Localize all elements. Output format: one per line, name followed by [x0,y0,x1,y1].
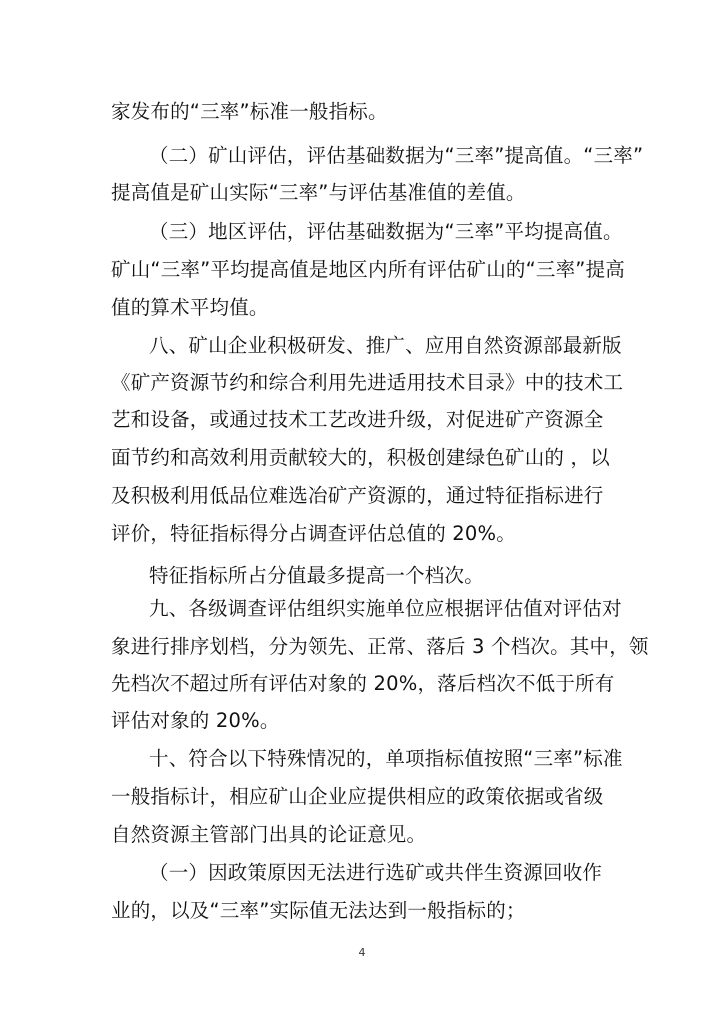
text-line: （三）地区评估，评估基础数据为“三率”平均提高值。 [149,220,623,243]
text-line: 象进行排序划档，分为领先、正常、落后 3 个档次。其中，领 [111,635,649,658]
text-line: 及积极利用低品位难选冶矿产资源的，通过特征指标进行 [111,484,604,507]
text-line: 评价，特征指标得分占调查评估总值的 20%。 [111,522,516,545]
text-line: 提高值是矿山实际“三率”与评估基准值的差值。 [111,181,526,204]
text-line: 评估对象的 20%。 [111,709,280,732]
text-line: 艺和设备，或通过技术工艺改进升级，对促进矿产资源全 [111,408,604,431]
text-line: 八、矿山企业积极研发、推广、应用自然资源部最新版 [149,334,622,357]
text-line: 九、各级调查评估组织实施单位应根据评估值对评估对 [149,597,622,620]
text-line: 值的算术平均值。 [111,296,269,319]
text-line: 家发布的“三率”标准一般指标。 [111,100,388,123]
text-line: 《矿产资源节约和综合利用先进适用技术目录》中的技术工 [111,371,624,394]
text-line: （二）矿山评估，评估基础数据为“三率”提高值。“三率” [149,144,644,167]
text-line: 先档次不超过所有评估对象的 20%，落后档次不低于所有 [111,672,615,695]
text-line: （一）因政策原因无法进行选矿或共伴生资源回收作 [149,861,603,884]
text-line: 矿山“三率”平均提高值是地区内所有评估矿山的“三率”提高 [111,258,626,281]
text-line: 自然资源主管部门出具的论证意见。 [111,823,427,846]
page-number: 4 [358,946,366,959]
text-line: 面节约和高效利用贡献较大的，积极创建绿色矿山的 ，以 [111,446,610,469]
text-line: 十、符合以下特殊情况的，单项指标值按照“三率”标准 [149,747,623,770]
text-line: 特征指标所占分值最多提高一个档次。 [149,564,484,587]
text-line: 业的，以及“三率”实际值无法达到一般指标的； [111,899,526,922]
text-line: 一般指标计，相应矿山企业应提供相应的政策依据或省级 [111,785,604,808]
